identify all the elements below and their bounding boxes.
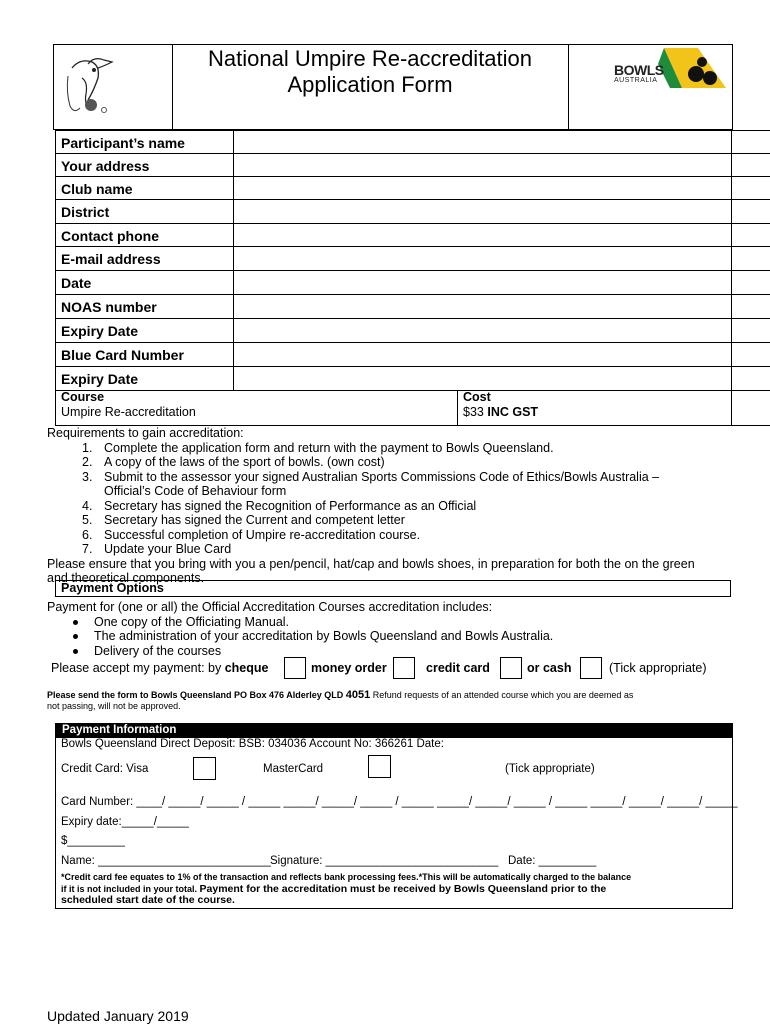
requirements-intro: Requirements to gain accreditation: — [47, 426, 244, 440]
participant-field-label: Club name — [61, 181, 133, 197]
payment-information-heading: Payment Information — [62, 724, 177, 736]
credit-card-label: credit card — [426, 661, 490, 675]
participant-field-input[interactable] — [234, 154, 731, 176]
header-divider — [568, 44, 569, 130]
participant-field-label: NOAS number — [61, 299, 157, 315]
participant-field-row — [55, 342, 770, 366]
participant-field-label: Expiry Date — [61, 371, 139, 387]
credit-card-fee-note — [61, 872, 731, 907]
requirements-list — [47, 441, 737, 557]
requirement-item — [47, 455, 737, 470]
payment-options-list — [47, 615, 737, 659]
amount-field[interactable]: $_________ — [61, 835, 125, 847]
payment-deadline-note-end: scheduled start date of the course. — [61, 894, 235, 906]
participant-field-row — [55, 130, 770, 153]
send-address: Please send the form to Bowls Queensland PO Box 476 Alderley QLD — [47, 690, 344, 700]
participant-field-row — [55, 294, 770, 318]
bullet-icon — [73, 620, 78, 625]
mastercard-checkbox[interactable] — [368, 755, 391, 778]
cost-gst: INC GST — [487, 405, 539, 419]
participant-field-input[interactable] — [234, 200, 731, 223]
payment-includes-text: The administration of your accreditation by Bowls Queensland and Bowls Australia. — [94, 629, 554, 643]
requirement-text: A copy of the laws of the sport of bowls. (own cost) — [104, 455, 385, 469]
participant-field-row — [55, 366, 770, 390]
requirement-item — [47, 528, 737, 543]
cash-label: or cash — [527, 661, 572, 675]
bring-note-line-2: and theoretical components. — [47, 571, 205, 585]
participant-field-row — [55, 246, 770, 270]
participant-field-row — [55, 199, 770, 223]
cost-value — [463, 405, 538, 419]
payment-includes-text: Delivery of the courses — [94, 643, 222, 658]
payment-includes-item — [47, 615, 737, 630]
participant-field-input[interactable] — [234, 247, 731, 270]
title-line-2: Application Form — [287, 72, 453, 97]
payment-options-heading: Payment Options — [61, 581, 164, 595]
cost-header: Cost — [463, 390, 491, 404]
requirement-number: 5. — [82, 513, 93, 527]
title-line-1: National Umpire Re-accreditation — [207, 46, 533, 71]
visa-checkbox[interactable] — [193, 757, 216, 780]
name-field[interactable]: Name: ___________________________ — [61, 855, 271, 867]
requirement-item — [47, 499, 737, 514]
participant-field-label: District — [61, 204, 110, 220]
requirement-item — [47, 542, 737, 557]
requirement-text: Successful completion of Umpire re-accreditation course. — [104, 527, 421, 542]
direct-deposit-details: Bowls Queensland Direct Deposit: BSB: 034036 Account No: 366261 Date: — [61, 738, 444, 750]
credit-card-checkbox[interactable] — [500, 657, 522, 679]
cheque-checkbox[interactable] — [284, 657, 306, 679]
payment-method-line — [51, 661, 268, 676]
participant-field-label: Contact phone — [61, 228, 159, 244]
payment-options-section — [47, 600, 737, 658]
requirement-number: 7. — [82, 542, 93, 556]
participant-field-input[interactable] — [234, 319, 731, 342]
payment-deadline-note: Payment for the accreditation must be received by Bowls Queensland prior to the — [199, 882, 607, 895]
payment-includes-item — [47, 629, 737, 644]
participant-field-label: Expiry Date — [61, 323, 139, 339]
send-notice — [47, 690, 737, 712]
course-divider — [457, 390, 458, 426]
bullet-icon — [73, 649, 78, 654]
participant-field-input[interactable] — [234, 367, 731, 390]
fee-note-line-1: *Credit card fee equates to 1% of the transaction and reflects bank processing fees.*This will be automatically charged to the balance — [61, 872, 632, 882]
participant-field-input[interactable] — [234, 295, 731, 318]
participant-field-input[interactable] — [234, 343, 731, 366]
signature-field[interactable]: Signature: ___________________________ — [270, 855, 499, 867]
participant-field-input[interactable] — [234, 224, 731, 246]
tick-appropriate-note: (Tick appropriate) — [609, 661, 707, 675]
mastercard-label: MasterCard — [263, 763, 324, 775]
participant-field-label: Your address — [61, 158, 150, 174]
requirement-item — [47, 513, 737, 528]
participant-field-label: Participant’s name — [61, 135, 185, 151]
bullet-icon — [73, 634, 78, 639]
refund-note-line-1: Refund requests of an attended course which you are deemed as — [372, 690, 634, 700]
participant-field-input[interactable] — [234, 131, 731, 153]
logo-text-bowls: BOWLS — [614, 62, 664, 78]
form-title — [172, 44, 568, 98]
bring-note-line-1: Please ensure that you bring with you a pen/pencil, hat/cap and bowls shoes, in preparation for both the on the green — [47, 556, 695, 571]
card-number-field[interactable]: Card Number: ____/ _____/ _____ / _____ _____/ _____/ _____ / _____ _____/ _____/ _____ / _____ _____/ _____/ _____/ _____ — [61, 796, 738, 808]
course-header: Course — [61, 390, 105, 404]
requirement-number: 3. — [82, 469, 93, 484]
participant-field-row — [55, 176, 770, 199]
requirement-text: Submit to the assessor your signed Australian Sports Commissions Code of Ethics/Bowls Australia – — [104, 469, 660, 484]
participant-field-label: Date — [61, 275, 92, 291]
payment-information-header — [56, 724, 732, 738]
money-order-checkbox[interactable] — [393, 657, 415, 679]
requirements-section — [47, 426, 737, 586]
accept-prefix: Please accept my payment: by — [51, 661, 222, 675]
participant-field-row — [55, 270, 770, 294]
logo-text-australia: AUSTRALIA — [614, 77, 658, 84]
participant-field-input[interactable] — [234, 271, 731, 294]
participant-field-row — [55, 318, 770, 342]
course-value: Umpire Re-accreditation — [61, 405, 196, 419]
participant-field-row — [55, 223, 770, 246]
cheque-label: cheque — [224, 661, 269, 675]
cost-amount: $33 — [463, 405, 488, 419]
requirement-text: Secretary has signed the Current and competent letter — [104, 513, 405, 527]
requirement-number: 4. — [82, 498, 93, 513]
participant-field-label: Blue Card Number — [61, 347, 184, 363]
requirement-item — [47, 441, 737, 456]
participant-field-input[interactable] — [234, 177, 731, 199]
requirement-text: Secretary has signed the Recognition of Performance as an Official — [104, 498, 477, 513]
requirement-text-continued: Official’s Code of Behaviour form — [104, 484, 287, 498]
requirement-number: 6. — [82, 527, 93, 542]
payment-options-intro: Payment for (one or all) the Official Accreditation Courses accreditation includes: — [47, 600, 493, 614]
expiry-date-field[interactable]: Expiry date:_____/_____ — [61, 816, 189, 828]
date-field[interactable]: Date: _________ — [508, 855, 597, 867]
cash-checkbox[interactable] — [580, 657, 602, 679]
requirement-text: Update your Blue Card — [104, 542, 232, 556]
requirement-item — [47, 470, 737, 499]
tick-appropriate-note: (Tick appropriate) — [505, 763, 595, 775]
fee-note-line-2: if it is not included in your total. — [61, 883, 197, 894]
money-order-label: money order — [311, 661, 387, 675]
requirement-text: Complete the application form and return with the payment to Bowls Queensland. — [104, 440, 554, 455]
payment-includes-text: One copy of the Officiating Manual. — [94, 614, 290, 629]
requirement-number: 1. — [82, 440, 93, 455]
updated-date: Updated January 2019 — [47, 1008, 189, 1024]
send-postcode: 4051 — [345, 689, 371, 701]
bowls-australia-logo — [600, 44, 730, 100]
credit-card-visa-label: Credit Card: Visa — [61, 763, 149, 775]
payment-includes-item — [47, 644, 737, 659]
participant-field-label: E-mail address — [61, 251, 161, 267]
participant-field-row — [55, 153, 770, 176]
refund-note-line-2: not passing, will not be approved. — [47, 701, 181, 711]
requirement-number: 2. — [82, 455, 93, 469]
umpire-logo-icon — [58, 48, 168, 126]
